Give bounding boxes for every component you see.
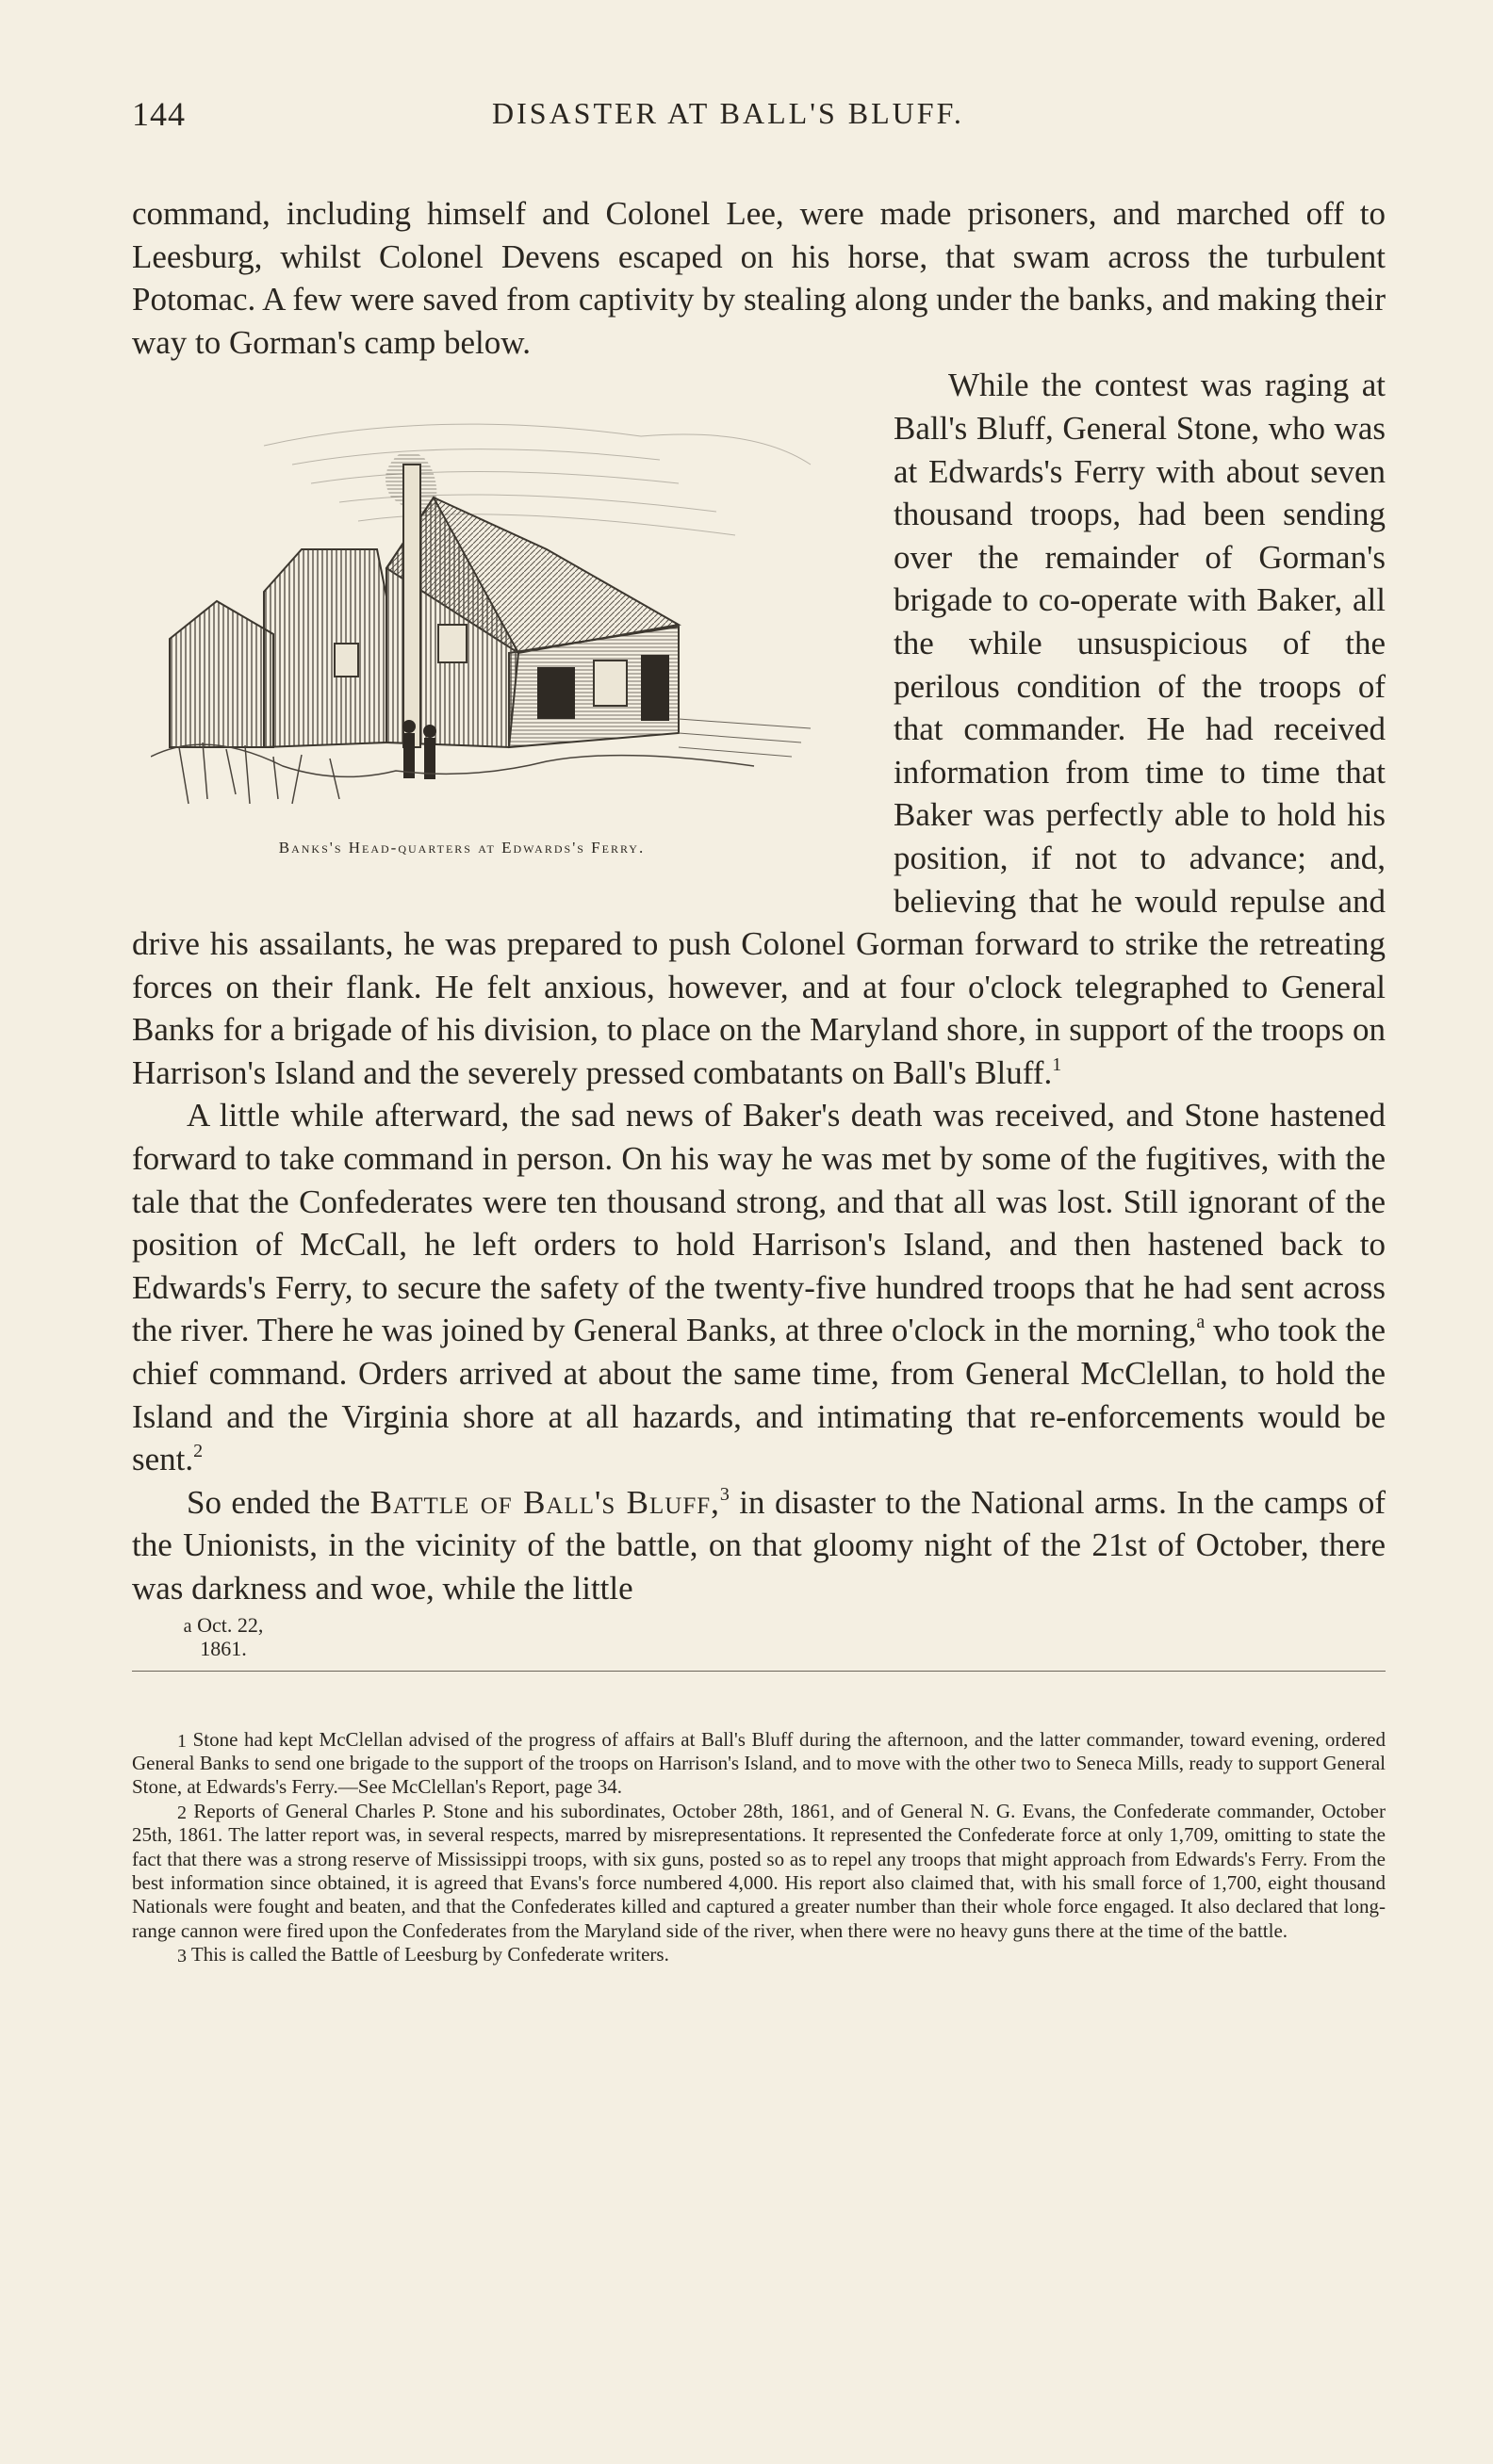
footnote-1-text: Stone had kept McClellan advised of the progress of affairs at Ball's Bluff during the afternoon, and the latter commander, toward evening, ordered General Banks to send one brigade to the support of the troops on Harrison's Island, and to move with the other two to Seneca Mills, ready to support General Stone, at Edwards's Ferry.—See McClellan's Report, page 34. xyxy=(132,1727,1386,1799)
marginal-date-note xyxy=(172,1613,275,1660)
footnote-divider xyxy=(132,1671,1386,1672)
figure-caption: Banks's Head-quarters at Edwards's Ferry. xyxy=(278,839,646,857)
footnote-3-mark: 3 xyxy=(177,1946,187,1967)
footnote-2 xyxy=(132,1800,1386,1943)
paragraph-4-text-a: So ended the xyxy=(187,1483,370,1521)
side-buildings xyxy=(170,549,386,747)
footnote-3 xyxy=(132,1943,1386,1966)
body-text xyxy=(132,192,1386,1660)
footnote-2-text: Reports of General Charles P. Stone and his subordinates, October 28th, 1861, and of General N. G. Evans, the Confederate commander, October 25th, 1861. The latter report was, in several respects, marred by misrepresentations. It represented the Confederate force at only 1,709, omitting to state the fact that there was a strong reserve of Mississippi troops, with six guns, posted so as to repel any troops that might approach from Edwards's Ferry. From the best information since obtained, it is agreed that Evans's force numbered 4,000. His report also claimed that, with his small force of 1,700, eight thousand Nationals were fought and beaten, and that the Confederates killed and captured a greater number than their whole force engaged. It also declared that long-range cannon were fired upon the Confederates from the Maryland side of the river, when there were no heavy guns there at the time of the battle. xyxy=(132,1799,1386,1942)
marginal-ref-a: a xyxy=(1196,1312,1206,1333)
footnote-ref-2: 2 xyxy=(193,1441,204,1462)
footnote-ref-3: 3 xyxy=(719,1483,730,1505)
battle-name: Battle of Ball's Bluff, xyxy=(369,1483,720,1521)
paragraph-3 xyxy=(132,1094,1386,1480)
engraving-house-illustration xyxy=(151,408,829,823)
page-header xyxy=(132,94,1386,151)
paragraph-2-text: While the contest was raging at Ball's Bluff, General Stone, who was at Edwards's Ferry with about seven thousand troops, had been sending over the remainder of Gorman's brigade to co-operate with Baker, all the while unsuspicious of the perilous condition of the troops of that commander. He had received information from time to time that Baker was perfectly able to hold his position, if not to advance; and, believing that he would repulse and drive his assailants, he was prepared to push Colonel Gorman forward to strike the retreating forces on their flank. He felt anxious, however, and at four o'clock telegraphed to General Banks for a brigade of his division, to place on the Maryland shore, in support of the troops on Harrison's Island and the severely pressed combatants on Ball's Bluff. xyxy=(132,367,1386,1091)
marginal-note-date: Oct. 22, xyxy=(197,1613,264,1637)
page-number: 144 xyxy=(132,95,186,133)
footnote-3-text: This is called the Battle of Leesburg by Confederate writers. xyxy=(190,1943,669,1966)
paragraph-4-text-b: in disaster to the National arms. In the camps of the Unionists, in the vicinity of the battle, on that gloomy night of the 21st of October, there was darkness and woe, while the little xyxy=(132,1483,1386,1607)
paragraph-3-text-a: A little while afterward, the sad news of Baker's death was received, and Stone hastened forward to take command in person. On his way he was met by some of the fugitives, with the tale that the Confederates were ten thousand strong, and that all was lost. Still ignorant of the position of McCall, he left orders to hold Harrison's Island, and then hastened back to Edwards's Ferry, to secure the safety of the twenty-five hundred troops that he had sent across the river. There he was joined by General Banks, at three o'clock in the morning, xyxy=(132,1097,1386,1349)
sky-clouds xyxy=(264,425,811,536)
footnotes xyxy=(132,1728,1386,1967)
footnote-1-mark: 1 xyxy=(177,1730,187,1752)
paragraph-4 xyxy=(132,1481,1386,1610)
book-page xyxy=(132,94,1386,1967)
footnote-ref-1: 1 xyxy=(1052,1053,1062,1075)
footnote-1 xyxy=(132,1728,1386,1800)
running-head: DISASTER AT BALL'S BLUFF. xyxy=(492,96,964,130)
footnote-2-mark: 2 xyxy=(177,1802,187,1823)
marginal-note-mark: a xyxy=(183,1616,192,1637)
paragraph-1: command, including himself and Colonel Lee, were made prisoners, and marched off to Leesburg, whilst Colonel Devens escaped on his horse, that swam across the turbulent Potomac. A few were saved from captivity by stealing along under the banks, and making their way to Gorman's camp below. xyxy=(132,195,1386,361)
paragraph-3-text-b: who took the chief command. Orders arrived at about the same time, from General McClellan, to hold the Island and the Virginia shore at all hazards, and intimating that re-enforcements would be sent. xyxy=(132,1312,1386,1478)
figure-headquarters xyxy=(132,408,877,884)
marginal-note-year: 1861. xyxy=(200,1637,247,1660)
